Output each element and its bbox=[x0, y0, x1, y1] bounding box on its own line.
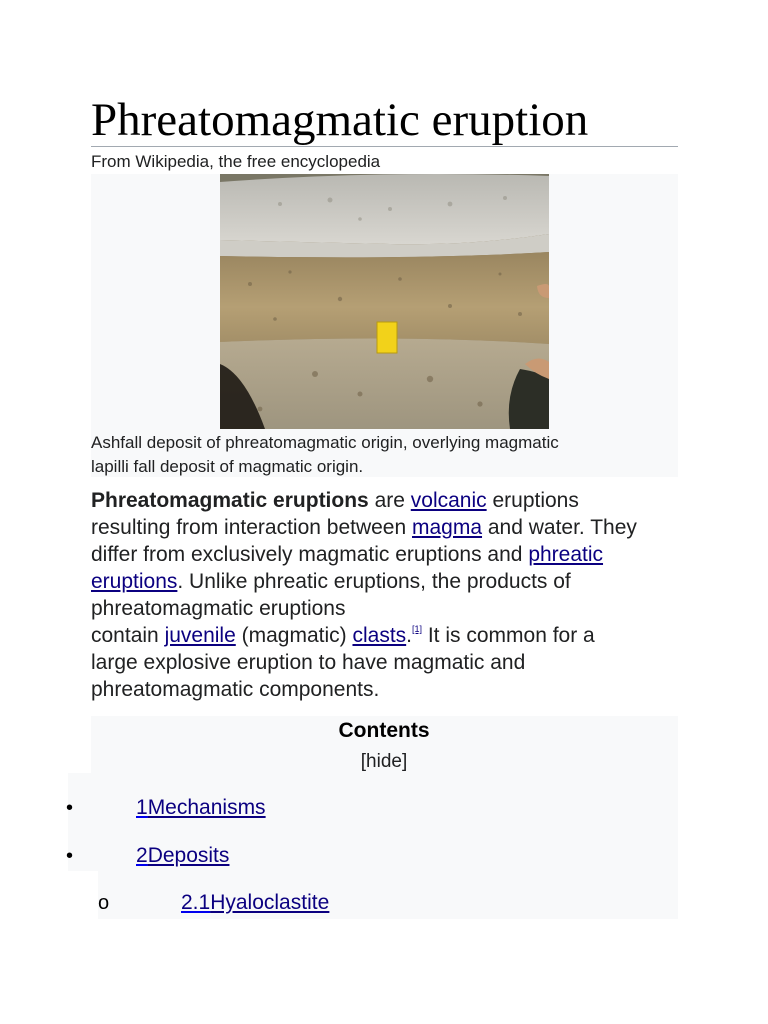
list-bullet: • bbox=[66, 797, 74, 819]
lead-text: . Unlike phreatic eruptions, the products of bbox=[177, 570, 571, 593]
page-title: Phreatomagmatic eruption bbox=[91, 94, 589, 146]
lead-text: phreatomagmatic components. bbox=[91, 678, 380, 701]
lead-paragraph bbox=[91, 487, 681, 703]
toc-item-mechanisms[interactable] bbox=[136, 795, 266, 821]
lead-text: phreatomagmatic eruptions bbox=[91, 597, 346, 620]
title-divider bbox=[91, 146, 678, 147]
bold-term: Phreatomagmatic eruptions bbox=[91, 489, 369, 512]
lead-text: differ from exclusively magmatic eruptions and bbox=[91, 543, 529, 566]
infobox-figure bbox=[91, 174, 678, 477]
image-caption bbox=[91, 431, 678, 479]
deposit-photo[interactable] bbox=[220, 174, 549, 429]
toc-item-hyaloclastite[interactable] bbox=[181, 890, 329, 916]
site-tagline: From Wikipedia, the free encyclopedia bbox=[91, 152, 381, 171]
toc-hide-toggle[interactable]: [hide] bbox=[360, 751, 408, 772]
toc-number: 2.1 bbox=[181, 891, 211, 914]
toc-number: 1 bbox=[136, 796, 148, 819]
lead-text: and water. They bbox=[482, 516, 637, 539]
reference-marker bbox=[412, 624, 422, 634]
toc-title: Contents bbox=[338, 719, 430, 742]
link-juvenile[interactable]: juvenile bbox=[164, 624, 236, 647]
toc-label: Hyaloclastite bbox=[210, 891, 330, 914]
caption-line: lapilli fall deposit of magmatic origin. bbox=[91, 457, 364, 476]
lead-text: resulting from interaction between bbox=[91, 516, 412, 539]
reference-link[interactable]: [1] bbox=[412, 624, 423, 634]
lead-text: . bbox=[406, 624, 412, 647]
list-bullet: • bbox=[66, 845, 74, 867]
link-magma[interactable]: magma bbox=[412, 516, 483, 539]
lead-text: It is common for a bbox=[422, 624, 595, 647]
caption-line: Ashfall deposit of phreatomagmatic origin, overlying magmatic bbox=[91, 433, 559, 452]
lead-text: large explosive eruption to have magmatic and bbox=[91, 651, 526, 674]
lead-text: eruptions bbox=[486, 489, 579, 512]
link-phreatic-eruptions[interactable]: phreatic bbox=[528, 543, 604, 566]
toc-label: Deposits bbox=[147, 844, 230, 867]
link-phreatic-eruptions[interactable]: eruptions bbox=[91, 570, 178, 593]
lead-text: are bbox=[368, 489, 411, 512]
toc-label: Mechanisms bbox=[147, 796, 266, 819]
link-volcanic[interactable]: volcanic bbox=[410, 489, 487, 512]
list-bullet: o bbox=[98, 892, 110, 914]
lead-text: contain bbox=[91, 624, 165, 647]
toc-item-deposits[interactable] bbox=[136, 843, 229, 869]
link-clasts[interactable]: clasts bbox=[352, 624, 407, 647]
toc-number: 2 bbox=[136, 844, 148, 867]
lead-text: (magmatic) bbox=[235, 624, 353, 647]
